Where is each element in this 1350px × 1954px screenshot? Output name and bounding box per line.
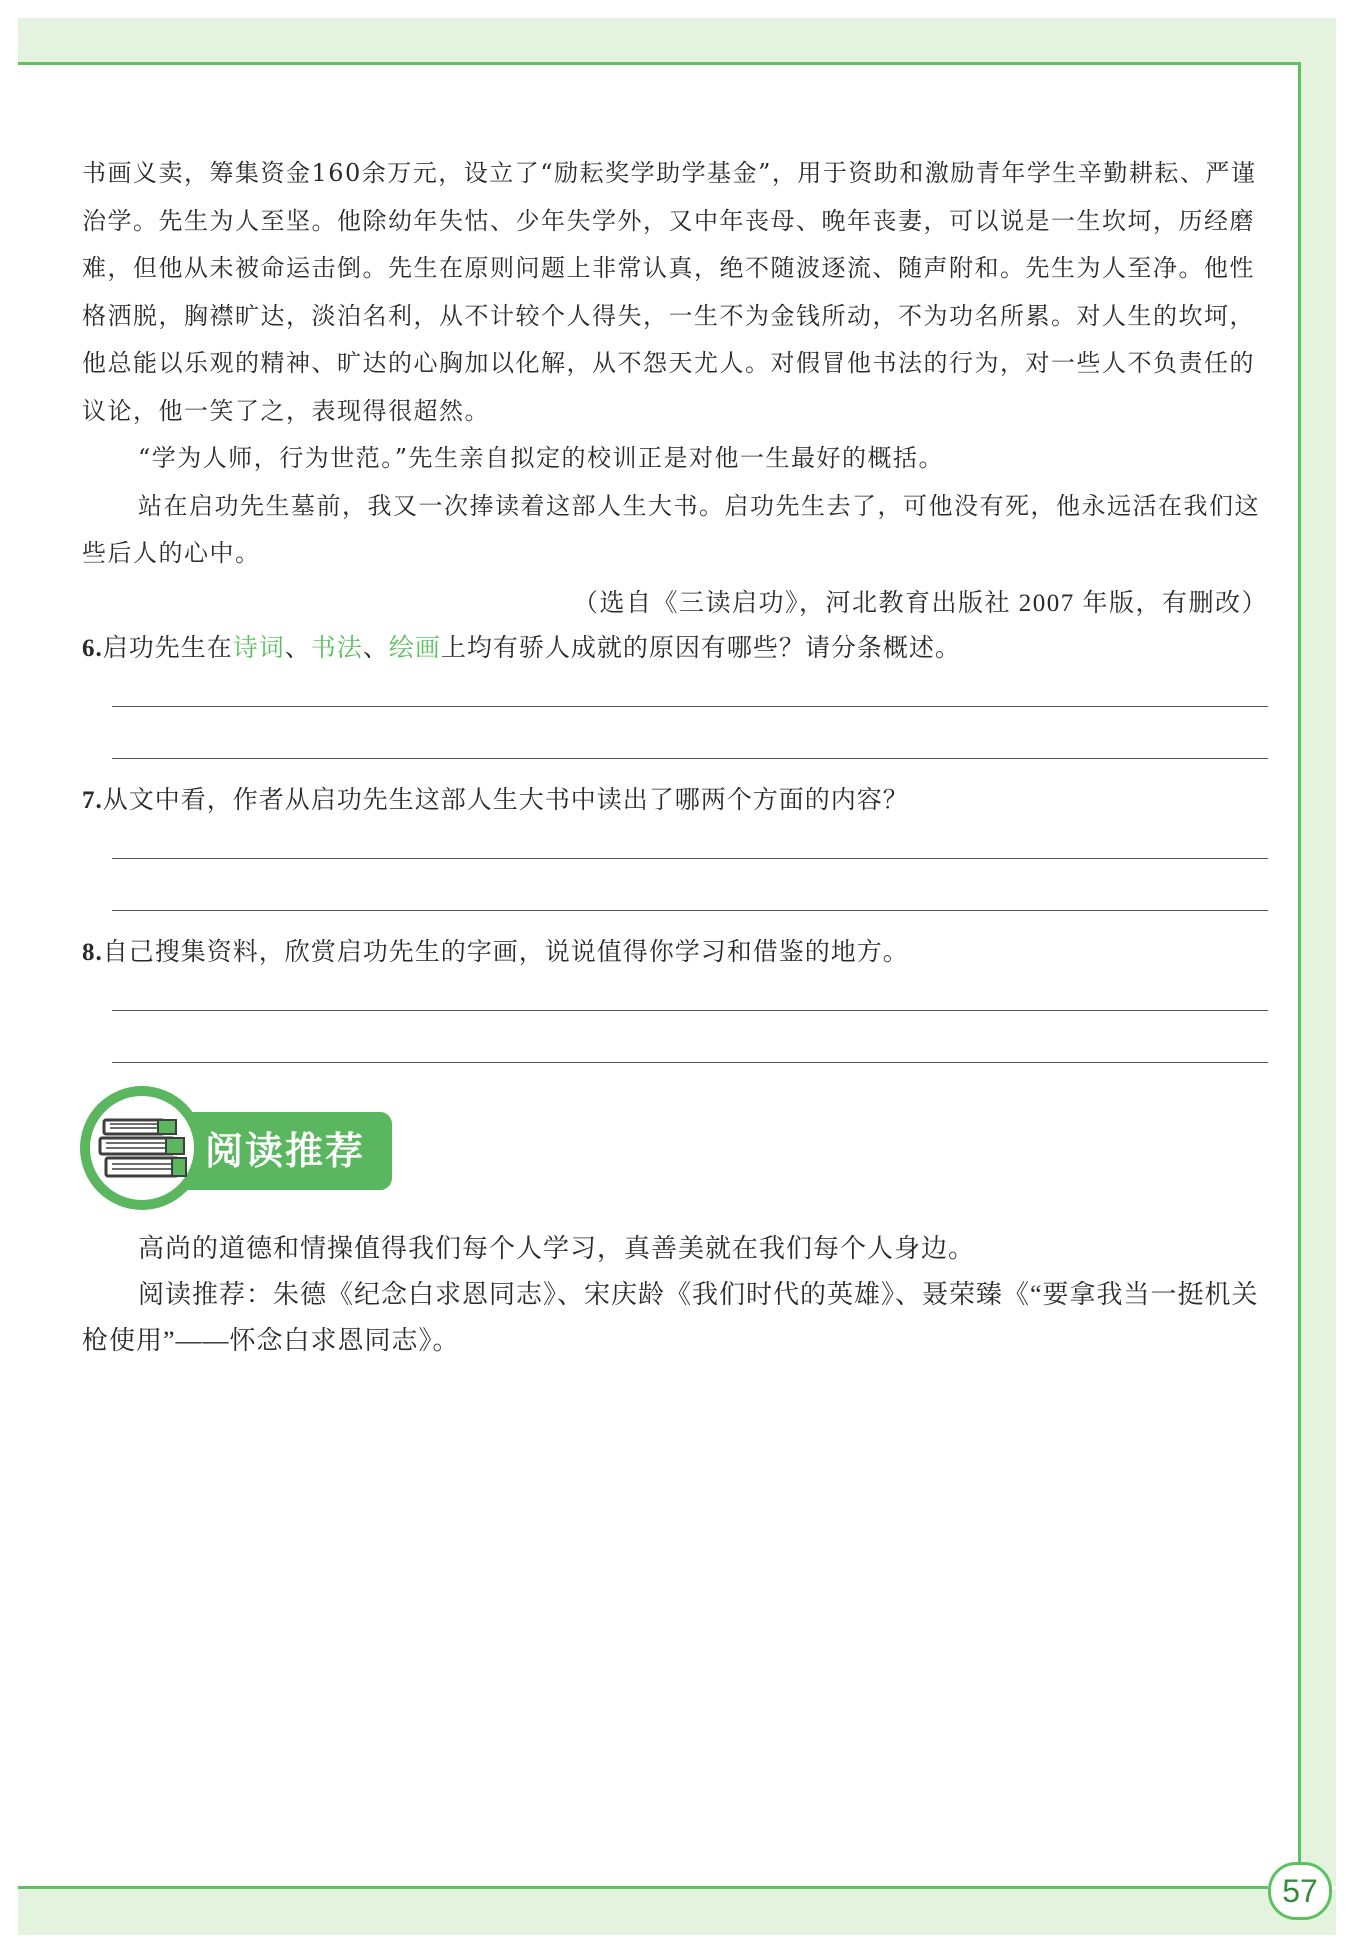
answer-line[interactable] xyxy=(112,1062,1268,1063)
section-title: 阅读推荐 xyxy=(205,1129,366,1173)
answer-line[interactable] xyxy=(112,706,1268,707)
question-7 xyxy=(82,784,909,818)
books-stack-icon xyxy=(98,1112,190,1188)
question-number: 8. xyxy=(82,939,103,966)
bottom-frame-line xyxy=(18,1886,1268,1889)
passage-source: （选自《三读启功》，河北教育出版社 2007 年版，有删改） xyxy=(572,589,1268,617)
highlight-term: 绘画 xyxy=(388,635,441,662)
question-text: 启功先生在 xyxy=(102,635,233,662)
top-border-band xyxy=(18,18,1336,62)
question-number: 6. xyxy=(82,635,103,662)
question-number: 7. xyxy=(82,787,103,814)
recommendation-text xyxy=(82,1226,1268,1364)
recommendation-paragraph: 阅读推荐：朱德《纪念白求恩同志》、宋庆龄《我们时代的英雄》、聂荣臻《“要拿我当一挺机关枪使用”——怀念白求恩同志》。 xyxy=(82,1280,1259,1355)
recommendation-paragraph: 高尚的道德和情操值得我们每个人学习，真善美就在我们每个人身边。 xyxy=(138,1234,976,1263)
answer-line[interactable] xyxy=(112,1010,1268,1011)
passage-paragraph: “学为人师，行为世范。”先生亲自拟定的校训正是对他一生最好的概括。 xyxy=(138,444,945,472)
right-border-band xyxy=(1301,62,1336,1886)
question-8 xyxy=(82,936,909,970)
page-number: 57 xyxy=(1268,1862,1332,1920)
separator: 、 xyxy=(362,635,389,662)
question-6 xyxy=(82,632,961,666)
passage xyxy=(82,150,1268,627)
answer-line[interactable] xyxy=(112,910,1268,911)
highlight-term: 书法 xyxy=(310,635,363,662)
question-text: 自己搜集资料，欣赏启功先生的字画，说说值得你学习和借鉴的地方。 xyxy=(102,939,909,966)
separator: 、 xyxy=(284,635,311,662)
question-text: 上均有骄人成就的原因有哪些？请分条概述。 xyxy=(440,635,961,662)
passage-paragraph: 站在启功先生墓前，我又一次捧读着这部人生大书。启功先生去了，可他没有死，他永远活在我们这些后人的心中。 xyxy=(82,491,1260,567)
passage-paragraph: 书画义卖，筹集资金160余万元，设立了“励耘奖学助学基金”，用于资助和激励青年学生辛勤耕耘、严谨治学。先生为人至坚。他除幼年失怙、少年失学外，又中年丧母、晚年丧妻，可以说是一生坎坷，历经磨难，但他从未被命运击倒。先生在原则问题上非常认真，绝不随波逐流、随声附和。先生为人至净。他性格洒脱，胸襟旷达，淡泊名利，从不计较个人得失，一生不为金钱所动，不为功名所累。对人生的坎坷，他总能以乐观的精神、旷达的心胸加以化解，从不怨天尤人。对假冒他书法的行为，对一些人不负责任的议论，他一笑了之，表现得很超然。 xyxy=(82,159,1257,425)
answer-line[interactable] xyxy=(112,858,1268,859)
answer-line[interactable] xyxy=(112,758,1268,759)
bottom-border-band xyxy=(18,1889,1336,1935)
highlight-term: 诗词 xyxy=(232,635,285,662)
question-text: 从文中看，作者从启功先生这部人生大书中读出了哪两个方面的内容？ xyxy=(102,787,909,814)
